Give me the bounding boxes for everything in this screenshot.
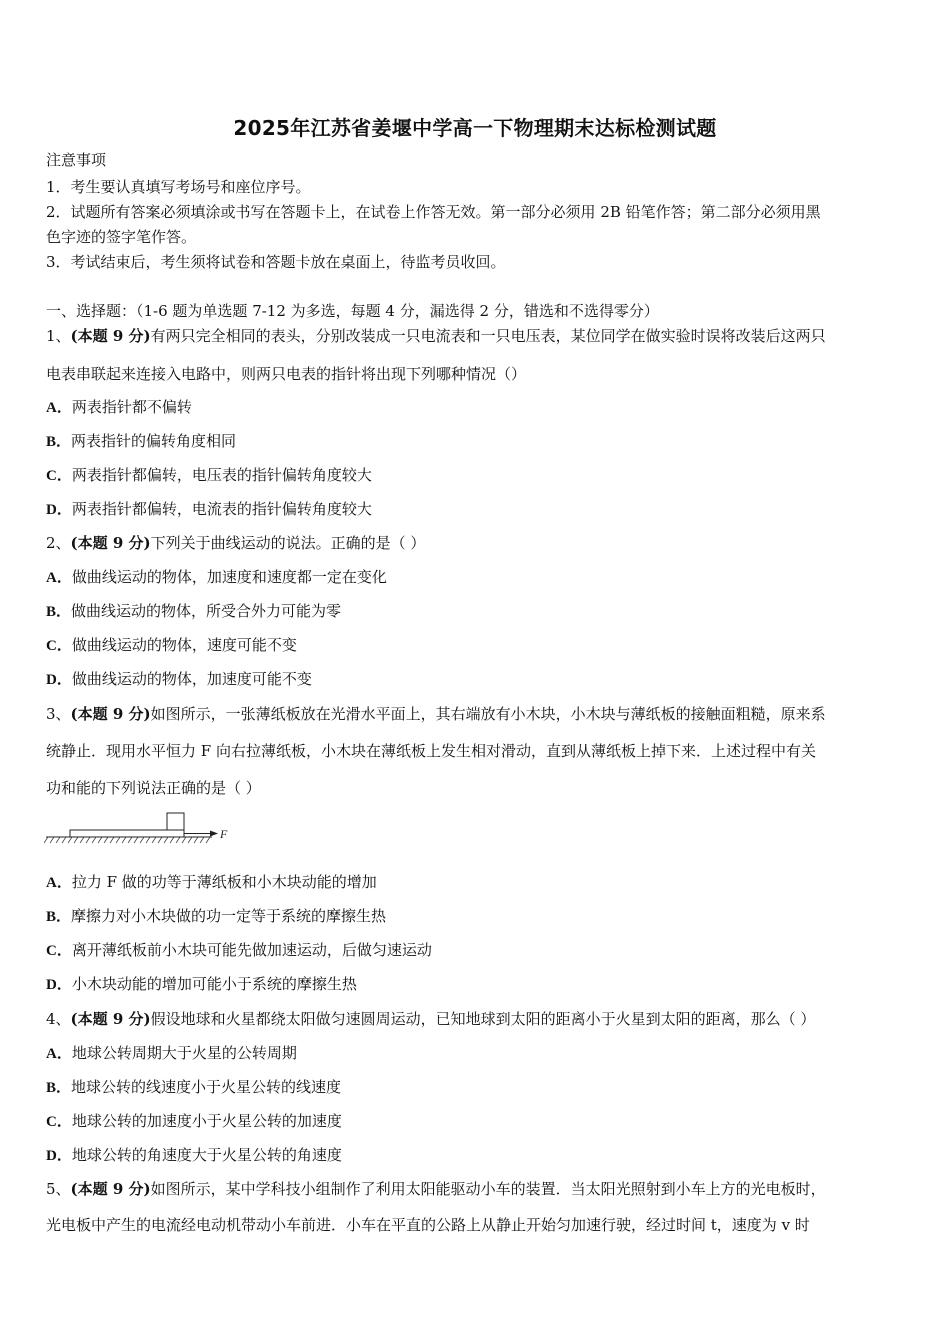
- option-4a: [46, 1043, 297, 1064]
- question-4-line: [46, 1009, 815, 1029]
- notice-heading: 注意事项: [46, 151, 107, 169]
- option-2c: [46, 635, 297, 656]
- option-text: 地球公转的角速度大于火星公转的角速度: [71, 1146, 342, 1164]
- question-1-line: [46, 326, 826, 346]
- option-3d: [46, 974, 357, 995]
- question-text: 如图所示，某中学科技小组制作了利用太阳能驱动小车的装置．当太阳光照射到小车上方的光电板时，: [150, 1180, 826, 1198]
- question-2-line: [46, 533, 425, 553]
- option-text: 两表指针的偏转角度相同: [71, 432, 237, 450]
- question-number: 5、: [46, 1180, 71, 1198]
- question-3-line: [46, 704, 826, 724]
- ground-hatching: [44, 837, 210, 843]
- option-letter: B．: [46, 1080, 72, 1096]
- option-letter: C．: [46, 468, 72, 484]
- option-letter: A．: [46, 400, 72, 416]
- question-text: 如图所示，一张薄纸板放在光滑水平面上，其右端放有小木块，小木块与薄纸板的接触面粗糙，原来系: [150, 705, 826, 723]
- question-number: 3、: [46, 705, 71, 723]
- question-tag: (本题 9 分): [70, 1010, 151, 1028]
- option-letter: B．: [46, 604, 72, 620]
- arrow-head-icon: [210, 831, 218, 837]
- option-1c: [46, 465, 372, 486]
- board-block-figure: [44, 810, 244, 850]
- option-letter: A．: [46, 875, 72, 891]
- question-tag: (本题 9 分): [70, 1180, 151, 1198]
- option-2b: [46, 601, 341, 622]
- question-text: 有两只完全相同的表头，分别改装成一只电流表和一只电压表，某位同学在做实验时误将改装后这两只: [150, 327, 826, 345]
- option-text: 地球公转的线速度小于火星公转的线速度: [71, 1078, 342, 1096]
- option-letter: D．: [46, 502, 72, 518]
- question-text: 电表串联起来连接入电路中，则两只电表的指针将出现下列哪种情况（）: [46, 365, 527, 383]
- option-1d: [46, 499, 372, 520]
- option-text: 两表指针都偏转，电流表的指针偏转角度较大: [71, 500, 372, 518]
- question-5-line: [46, 1179, 826, 1199]
- option-letter: C．: [46, 943, 72, 959]
- question-number: 1、: [46, 327, 71, 345]
- option-text: 做曲线运动的物体，加速度和速度都一定在变化: [71, 568, 387, 586]
- option-text: 做曲线运动的物体，所受合外力可能为零: [71, 602, 342, 620]
- option-3b: [46, 906, 386, 927]
- question-text: 光电板中产生的电流经电动机带动小车前进．小车在平直的公路上从静止开始匀加速行驶，经过时间 t，速度为 v 时: [46, 1216, 810, 1234]
- question-text: 下列关于曲线运动的说法。正确的是（ ）: [150, 534, 426, 552]
- notice-item: 3．考试结束后，考生须将试卷和答题卡放在桌面上，待监考员收回。: [46, 253, 506, 271]
- option-letter: C．: [46, 638, 72, 654]
- option-letter: B．: [46, 434, 72, 450]
- option-text: 地球公转的加速度小于火星公转的加速度: [71, 1112, 342, 1130]
- option-text: 摩擦力对小木块做的功一定等于系统的摩擦生热: [71, 907, 387, 925]
- paper-board: [70, 830, 184, 837]
- section-heading: 一、选择题：（1-6 题为单选题 7-12 为多选，每题 4 分，漏选得 2 分，错选和不选得零分）: [46, 302, 659, 320]
- option-text: 小木块动能的增加可能小于系统的摩擦生热: [71, 975, 357, 993]
- notice-item: 1．考生要认真填写考场号和座位序号。: [46, 178, 311, 196]
- option-1b: [46, 431, 236, 452]
- option-letter: D．: [46, 672, 72, 688]
- exam-title: 2025年江苏省姜堰中学高一下物理期末达标检测试题: [233, 116, 717, 140]
- option-text: 地球公转周期大于火星的公转周期: [71, 1044, 297, 1062]
- wood-block: [167, 813, 184, 830]
- option-text: 离开薄纸板前小木块可能先做加速运动，后做匀速运动: [71, 941, 432, 959]
- option-4b: [46, 1077, 341, 1098]
- option-4c: [46, 1111, 342, 1132]
- notice-item: 色字迹的签字笔作答。: [46, 228, 197, 246]
- option-2a: [46, 567, 387, 588]
- option-4d: [46, 1145, 342, 1166]
- option-letter: A．: [46, 570, 72, 586]
- question-number: 2、: [46, 534, 71, 552]
- option-3c: [46, 940, 432, 961]
- option-text: 两表指针都偏转，电压表的指针偏转角度较大: [71, 466, 372, 484]
- question-text: 统静止．现用水平恒力 F 向右拉薄纸板，小木块在薄纸板上发生相对滑动，直到从薄纸板上掉下来．上述过程中有关: [46, 742, 816, 760]
- option-letter: D．: [46, 1148, 72, 1164]
- question-tag: (本题 9 分): [70, 705, 151, 723]
- option-1a: [46, 397, 192, 418]
- option-text: 做曲线运动的物体，加速度可能不变: [71, 670, 312, 688]
- question-tag: (本题 9 分): [70, 327, 151, 345]
- option-3a: [46, 872, 377, 893]
- question-number: 4、: [46, 1010, 71, 1028]
- force-label: F: [220, 827, 228, 841]
- option-text: 拉力 F 做的功等于薄纸板和小木块动能的增加: [71, 873, 377, 891]
- question-text: 假设地球和火星都绕太阳做匀速圆周运动，已知地球到太阳的距离小于火星到太阳的距离，那么（ ）: [150, 1010, 816, 1028]
- notice-item: 2．试题所有答案必须填涂或书写在答题卡上，在试卷上作答无效。第一部分必须用 2B 铅笔作答；第二部分必须用黑: [46, 203, 821, 221]
- option-letter: C．: [46, 1114, 72, 1130]
- option-letter: B．: [46, 909, 72, 925]
- option-letter: A．: [46, 1046, 72, 1062]
- option-text: 两表指针都不偏转: [71, 398, 192, 416]
- option-letter: D．: [46, 977, 72, 993]
- question-text: 功和能的下列说法正确的是（ ）: [46, 779, 261, 797]
- option-2d: [46, 669, 312, 690]
- question-tag: (本题 9 分): [70, 534, 151, 552]
- option-text: 做曲线运动的物体，速度可能不变: [71, 636, 297, 654]
